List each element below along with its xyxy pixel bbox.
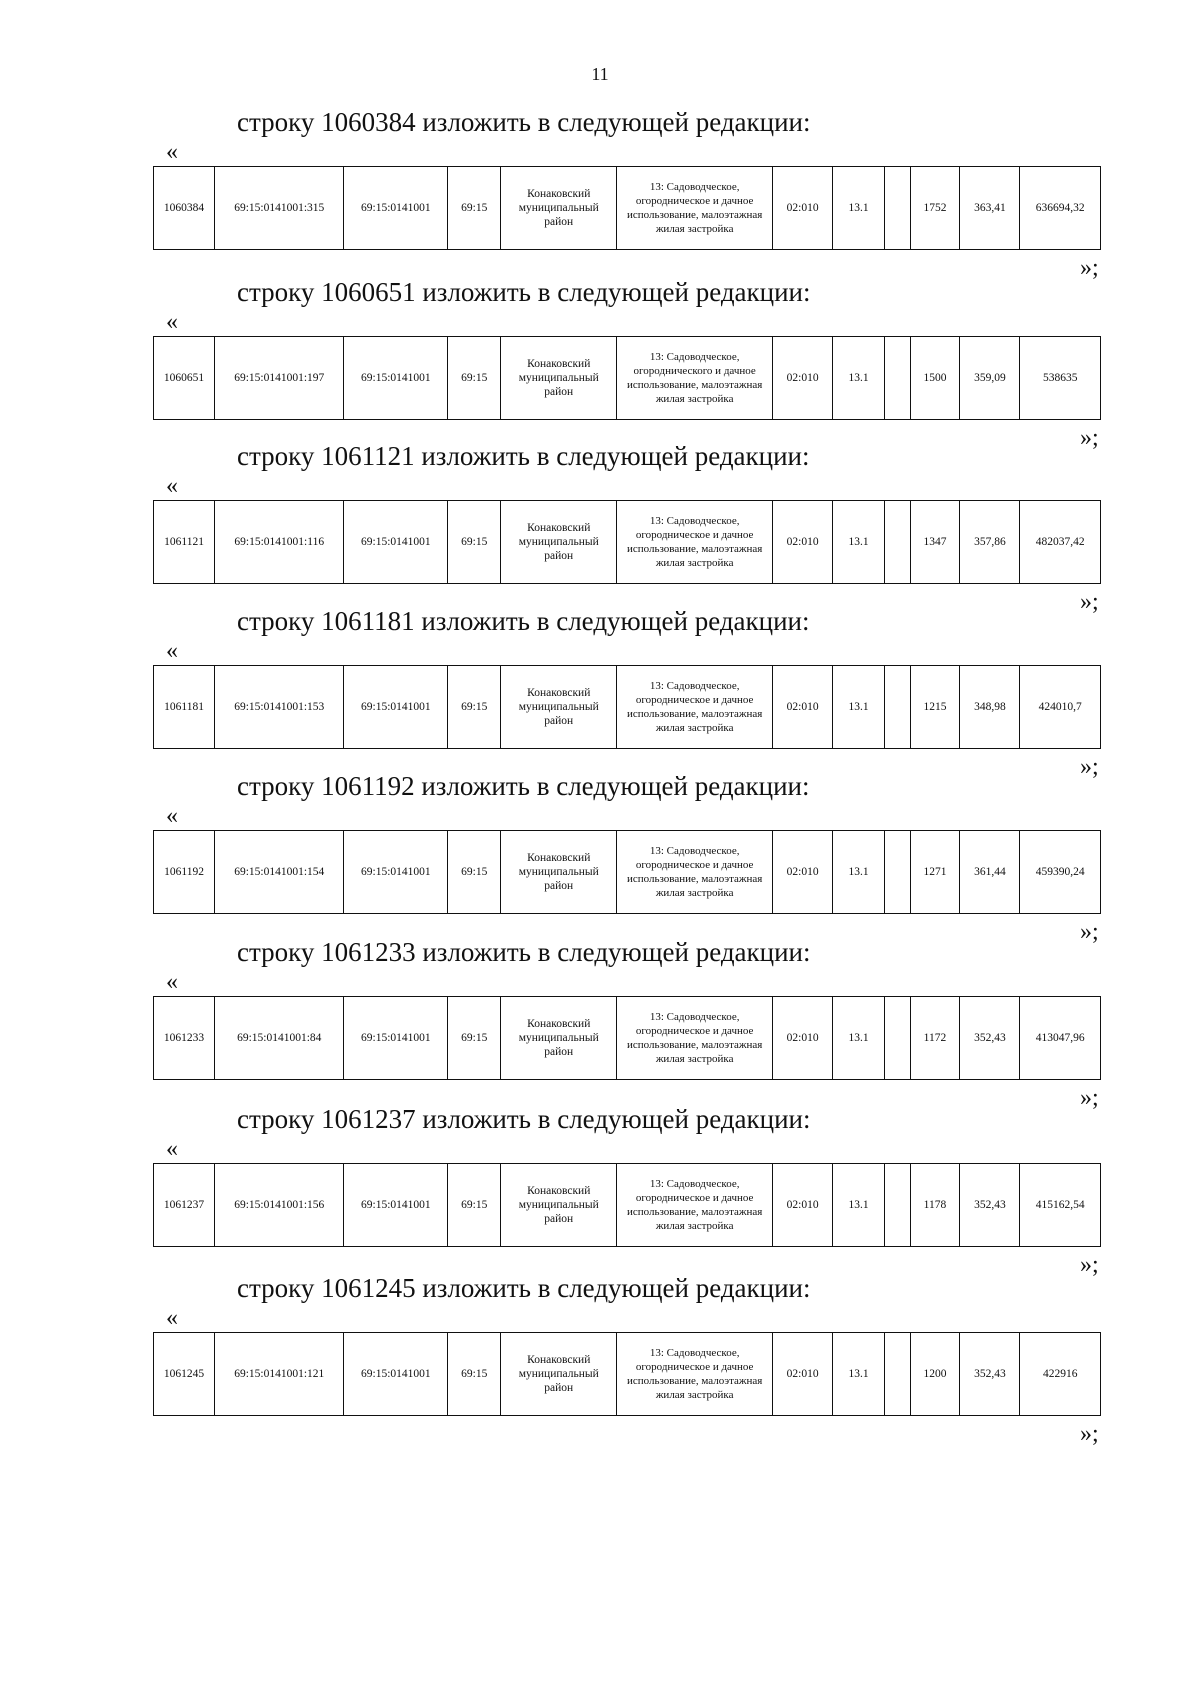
zone-code-cell: 02:010 xyxy=(773,831,833,914)
land-use-cell: 13: Садоводческое, огородническое и дачное использование, малоэтажная жилая застройка xyxy=(617,1333,773,1416)
specific-value-cell: 352,43 xyxy=(960,997,1020,1080)
cadastral-value-cell: 422916 xyxy=(1020,1333,1101,1416)
cadastral-value-cell: 459390,24 xyxy=(1020,831,1101,914)
amendment-heading: строку 1060651 изложить в следующей редакции: xyxy=(237,277,811,307)
empty-cell xyxy=(885,1333,910,1416)
opening-quote: « xyxy=(166,969,178,995)
zone-code-cell: 02:010 xyxy=(773,997,833,1080)
amendment-block xyxy=(0,106,1200,286)
empty-cell xyxy=(885,666,910,749)
group-code-cell: 13.1 xyxy=(833,997,885,1080)
closing-quote: »; xyxy=(1080,754,1099,780)
cadastral-quarter-cell: 69:15:0141001 xyxy=(344,337,448,420)
amendment-heading: строку 1061181 изложить в следующей редакции: xyxy=(237,606,810,636)
land-use-cell: 13: Садоводческое, огороднического и дачное использование, малоэтажная жилая застройка xyxy=(617,337,773,420)
cadastral-value-cell: 415162,54 xyxy=(1020,1164,1101,1247)
opening-quote: « xyxy=(166,1136,178,1162)
empty-cell xyxy=(885,831,910,914)
closing-quote: »; xyxy=(1080,255,1099,281)
amendment-block xyxy=(0,1272,1200,1452)
cadastral-number-cell: 69:15:0141001:153 xyxy=(215,666,344,749)
table-row xyxy=(154,1164,1101,1247)
land-use-cell: 13: Садоводческое, огородническое и дачное использование, малоэтажная жилая застройка xyxy=(617,1164,773,1247)
land-plot-table xyxy=(153,665,1101,749)
opening-quote: « xyxy=(166,803,178,829)
land-plot-table xyxy=(153,166,1101,250)
cadastral-number-cell: 69:15:0141001:154 xyxy=(215,831,344,914)
row-number-cell: 1061233 xyxy=(154,997,215,1080)
specific-value-cell: 352,43 xyxy=(960,1164,1020,1247)
cadastral-district-cell: 69:15 xyxy=(448,666,501,749)
cadastral-district-cell: 69:15 xyxy=(448,997,501,1080)
municipality-cell: Конаковский муниципальный район xyxy=(501,1333,617,1416)
cadastral-value-cell: 538635 xyxy=(1020,337,1101,420)
land-plot-table xyxy=(153,336,1101,420)
opening-quote: « xyxy=(166,638,178,664)
land-plot-table xyxy=(153,830,1101,914)
empty-cell xyxy=(885,337,910,420)
amendment-heading: строку 1061192 изложить в следующей редакции: xyxy=(237,771,810,801)
opening-quote: « xyxy=(166,473,178,499)
cadastral-district-cell: 69:15 xyxy=(448,337,501,420)
amendment-block xyxy=(0,1103,1200,1283)
row-number-cell: 1061121 xyxy=(154,501,215,584)
group-code-cell: 13.1 xyxy=(833,666,885,749)
row-number-cell: 1060384 xyxy=(154,167,215,250)
empty-cell xyxy=(885,997,910,1080)
group-code-cell: 13.1 xyxy=(833,1333,885,1416)
amendment-heading: строку 1060384 изложить в следующей редакции: xyxy=(237,107,811,137)
opening-quote: « xyxy=(166,139,178,165)
area-cell: 1200 xyxy=(910,1333,960,1416)
zone-code-cell: 02:010 xyxy=(773,1164,833,1247)
group-code-cell: 13.1 xyxy=(833,337,885,420)
cadastral-value-cell: 424010,7 xyxy=(1020,666,1101,749)
zone-code-cell: 02:010 xyxy=(773,337,833,420)
cadastral-district-cell: 69:15 xyxy=(448,831,501,914)
amendment-heading: строку 1061121 изложить в следующей редакции: xyxy=(237,441,810,471)
land-plot-table xyxy=(153,996,1101,1080)
municipality-cell: Конаковский муниципальный район xyxy=(501,1164,617,1247)
cadastral-district-cell: 69:15 xyxy=(448,1333,501,1416)
cadastral-district-cell: 69:15 xyxy=(448,167,501,250)
municipality-cell: Конаковский муниципальный район xyxy=(501,167,617,250)
area-cell: 1271 xyxy=(910,831,960,914)
area-cell: 1500 xyxy=(910,337,960,420)
amendment-heading: строку 1061245 изложить в следующей редакции: xyxy=(237,1273,811,1303)
land-plot-table xyxy=(153,500,1101,584)
row-number-cell: 1061237 xyxy=(154,1164,215,1247)
group-code-cell: 13.1 xyxy=(833,1164,885,1247)
table-row xyxy=(154,997,1101,1080)
cadastral-quarter-cell: 69:15:0141001 xyxy=(344,501,448,584)
amendment-heading: строку 1061233 изложить в следующей редакции: xyxy=(237,937,811,967)
cadastral-number-cell: 69:15:0141001:84 xyxy=(215,997,344,1080)
page-number: 11 xyxy=(591,64,609,84)
closing-quote: »; xyxy=(1080,1085,1099,1111)
cadastral-value-cell: 636694,32 xyxy=(1020,167,1101,250)
amendment-block xyxy=(0,440,1200,620)
cadastral-quarter-cell: 69:15:0141001 xyxy=(344,666,448,749)
cadastral-number-cell: 69:15:0141001:156 xyxy=(215,1164,344,1247)
area-cell: 1752 xyxy=(910,167,960,250)
amendment-block xyxy=(0,936,1200,1116)
cadastral-number-cell: 69:15:0141001:315 xyxy=(215,167,344,250)
specific-value-cell: 361,44 xyxy=(960,831,1020,914)
opening-quote: « xyxy=(166,309,178,335)
cadastral-value-cell: 482037,42 xyxy=(1020,501,1101,584)
row-number-cell: 1060651 xyxy=(154,337,215,420)
table-row xyxy=(154,337,1101,420)
municipality-cell: Конаковский муниципальный район xyxy=(501,831,617,914)
cadastral-number-cell: 69:15:0141001:121 xyxy=(215,1333,344,1416)
row-number-cell: 1061181 xyxy=(154,666,215,749)
land-plot-table xyxy=(153,1163,1101,1247)
specific-value-cell: 352,43 xyxy=(960,1333,1020,1416)
cadastral-value-cell: 413047,96 xyxy=(1020,997,1101,1080)
municipality-cell: Конаковский муниципальный район xyxy=(501,337,617,420)
cadastral-district-cell: 69:15 xyxy=(448,501,501,584)
specific-value-cell: 348,98 xyxy=(960,666,1020,749)
table-row xyxy=(154,1333,1101,1416)
land-use-cell: 13: Садоводческое, огородническое и дачное использование, малоэтажная жилая застройка xyxy=(617,997,773,1080)
land-use-cell: 13: Садоводческое, огородническое и дачное использование, малоэтажная жилая застройка xyxy=(617,167,773,250)
area-cell: 1215 xyxy=(910,666,960,749)
opening-quote: « xyxy=(166,1305,178,1331)
municipality-cell: Конаковский муниципальный район xyxy=(501,997,617,1080)
cadastral-quarter-cell: 69:15:0141001 xyxy=(344,1333,448,1416)
closing-quote: »; xyxy=(1080,1252,1099,1278)
area-cell: 1172 xyxy=(910,997,960,1080)
closing-quote: »; xyxy=(1080,425,1099,451)
amendment-block xyxy=(0,605,1200,785)
cadastral-number-cell: 69:15:0141001:116 xyxy=(215,501,344,584)
amendment-block xyxy=(0,276,1200,456)
land-use-cell: 13: Садоводческое, огородническое и дачное использование, малоэтажная жилая застройка xyxy=(617,501,773,584)
amendment-block xyxy=(0,770,1200,950)
municipality-cell: Конаковский муниципальный район xyxy=(501,666,617,749)
cadastral-quarter-cell: 69:15:0141001 xyxy=(344,167,448,250)
table-row xyxy=(154,167,1101,250)
row-number-cell: 1061245 xyxy=(154,1333,215,1416)
group-code-cell: 13.1 xyxy=(833,501,885,584)
zone-code-cell: 02:010 xyxy=(773,666,833,749)
cadastral-quarter-cell: 69:15:0141001 xyxy=(344,831,448,914)
closing-quote: »; xyxy=(1080,589,1099,615)
zone-code-cell: 02:010 xyxy=(773,1333,833,1416)
land-plot-table xyxy=(153,1332,1101,1416)
specific-value-cell: 357,86 xyxy=(960,501,1020,584)
empty-cell xyxy=(885,167,910,250)
table-row xyxy=(154,666,1101,749)
table-row xyxy=(154,501,1101,584)
cadastral-number-cell: 69:15:0141001:197 xyxy=(215,337,344,420)
closing-quote: »; xyxy=(1080,919,1099,945)
specific-value-cell: 359,09 xyxy=(960,337,1020,420)
group-code-cell: 13.1 xyxy=(833,167,885,250)
empty-cell xyxy=(885,1164,910,1247)
cadastral-quarter-cell: 69:15:0141001 xyxy=(344,1164,448,1247)
land-use-cell: 13: Садоводческое, огородническое и дачное использование, малоэтажная жилая застройка xyxy=(617,831,773,914)
specific-value-cell: 363,41 xyxy=(960,167,1020,250)
area-cell: 1347 xyxy=(910,501,960,584)
group-code-cell: 13.1 xyxy=(833,831,885,914)
cadastral-district-cell: 69:15 xyxy=(448,1164,501,1247)
zone-code-cell: 02:010 xyxy=(773,501,833,584)
area-cell: 1178 xyxy=(910,1164,960,1247)
cadastral-quarter-cell: 69:15:0141001 xyxy=(344,997,448,1080)
land-use-cell: 13: Садоводческое, огородническое и дачное использование, малоэтажная жилая застройка xyxy=(617,666,773,749)
municipality-cell: Конаковский муниципальный район xyxy=(501,501,617,584)
closing-quote: »; xyxy=(1080,1421,1099,1447)
table-row xyxy=(154,831,1101,914)
empty-cell xyxy=(885,501,910,584)
amendment-heading: строку 1061237 изложить в следующей редакции: xyxy=(237,1104,811,1134)
row-number-cell: 1061192 xyxy=(154,831,215,914)
zone-code-cell: 02:010 xyxy=(773,167,833,250)
